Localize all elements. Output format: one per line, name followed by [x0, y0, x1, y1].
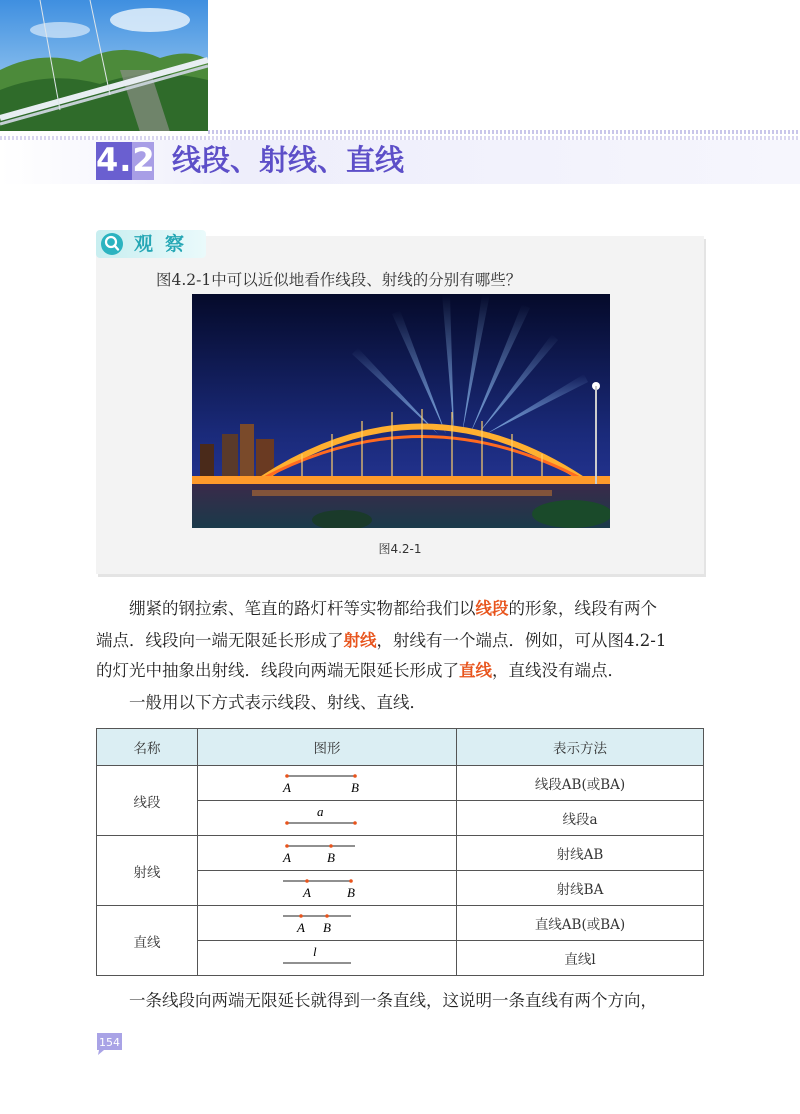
header-figure: 图形: [198, 729, 457, 766]
point-label-a: A: [303, 885, 311, 900]
header-dotted-rule: [208, 130, 800, 134]
section-title: 线段、射线、直线: [172, 143, 405, 177]
paragraph-1-line-2: [96, 626, 706, 656]
paragraph-1-line-1: [96, 594, 706, 624]
notation-cell: 线段a: [457, 801, 704, 836]
keyword-ray: 射线: [343, 631, 377, 650]
table-row: [97, 766, 704, 801]
banner-photo: [0, 0, 208, 132]
figure-ray-ab: [198, 836, 457, 871]
keyword-segment: 线段: [475, 599, 509, 618]
figure-line-l: [198, 941, 457, 976]
figure-segment-a: [198, 801, 457, 836]
notation-cell: 射线BA: [457, 871, 704, 906]
point-label-b: B: [347, 885, 355, 900]
text-span: ，直线没有端点．: [492, 661, 624, 680]
category-line: 直线: [97, 906, 198, 976]
point-label-a: A: [297, 920, 305, 935]
page-number-badge: [94, 1030, 124, 1056]
header-notation: 表示方法: [457, 729, 704, 766]
paragraph-2: 一般用以下方式表示线段、射线、直线．: [129, 693, 426, 712]
keyword-line: 直线: [459, 661, 492, 680]
observe-label: 观察: [134, 233, 197, 255]
text-span: 端点．线段向一端无限延长形成了: [96, 631, 344, 650]
table-row: [97, 836, 704, 871]
point-label-b: B: [327, 850, 335, 865]
paragraph-3: 一条线段向两端无限延长就得到一条直线，这说明一条直线有两个方向，: [129, 991, 657, 1010]
notation-cell: 射线AB: [457, 836, 704, 871]
bridge-night-photo: [192, 294, 610, 528]
header-name: 名称: [97, 729, 198, 766]
point-label-b: B: [323, 920, 331, 935]
figure-ray-ba: [198, 871, 457, 906]
notation-cell: 线段AB(或BA): [457, 766, 704, 801]
notation-cell: 直线AB(或BA): [457, 906, 704, 941]
point-label-a: A: [283, 850, 291, 865]
figure-caption: 图4.2-1: [378, 542, 422, 556]
table-header-row: [97, 729, 704, 766]
magnifier-icon: [100, 232, 124, 256]
category-segment: 线段: [97, 766, 198, 836]
table-row: [97, 906, 704, 941]
line-label-l: l: [313, 944, 317, 959]
section-number: 4.2: [96, 141, 156, 179]
figure-line-ab: [198, 906, 457, 941]
point-label-a: A: [283, 780, 291, 795]
figure-segment-ab: [198, 766, 457, 801]
category-ray: 射线: [97, 836, 198, 906]
text-span: 的形象，线段有两个: [508, 599, 657, 618]
notation-table: [96, 728, 704, 976]
text-span: 绷紧的钢拉索、笔直的路灯杆等实物都给我们以: [129, 599, 476, 618]
text-span: ，射线有一个端点．例如，可从图4.2-1: [376, 631, 667, 650]
notation-cell: 直线l: [457, 941, 704, 976]
segment-label-a: a: [317, 804, 324, 819]
page-number: 154: [99, 1036, 120, 1049]
observe-question: 图4.2-1中可以近似地看作线段、射线的分别有哪些？: [156, 271, 522, 289]
paragraph-1-line-3: [96, 656, 706, 686]
text-span: 的灯光中抽象出射线．线段向两端无限延长形成了: [96, 661, 459, 680]
point-label-b: B: [351, 780, 359, 795]
